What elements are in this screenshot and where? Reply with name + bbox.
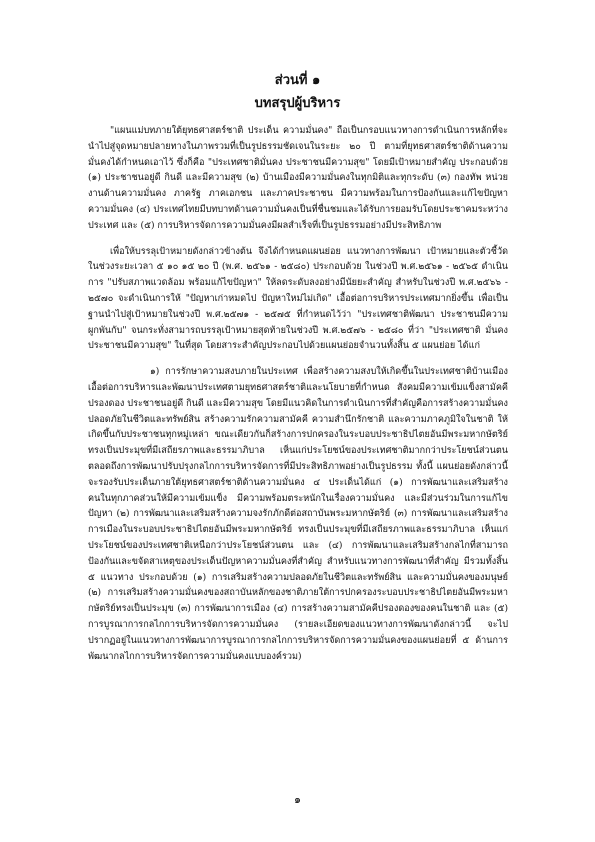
paragraph-plan-1: ๑) การรักษาความสงบภายในประเทศ เพื่อสร้างความสงบให้เกิดขึ้นในประเทศชาติบ้านเมือง เอื้อต่อการบริหารและพัฒนาประเทศตามยุทธศาสตร์ชาติและนโยบายที่กำหนด สังคมมีความเข้มแข็งสามัคคีปรองดอง ประชาชนอยู่ดี กินดี และมีความสุข โดยมีแนวคิดในการดำเนินการที่สำคัญคือการสร้างความมั่นคงปลอดภัยในชีวิตและทรัพย์สิน สร้างความรักความสามัคคี ความสำนึกรักชาติ และความภาคภูมิใจในชาติ ให้เกิดขึ้นกับประชาชนทุกหมู่เหล่า ขณะเดียวกันก็สร้างการปกครองในระบอบประชาธิปไตยอันมีพระมหากษัตริย์ทรงเป็นประมุขที่มีเสถียรภาพและธรรมาภิบาล เห็นแก่ประโยชน์ของประเทศชาติมากกว่าประโยชน์ส่วนตน ตลอดถึงการพัฒนาปรับปรุงกลไกการบริหารจัดการที่มีประสิทธิภาพอย่างเป็นรูปธรรม ทั้งนี้ แผนย่อยดังกล่าวนี้จะรองรับประเด็นภายใต้ยุทธศาสตร์ชาติด้านความมั่นคง ๔ ประเด็นได้แก่ (๑) การพัฒนาและเสริมสร้างคนในทุกภาคส่วนให้มีความเข้มแข็ง มีความพร้อมตระหนักในเรื่องความมั่นคง และมีส่วนร่วมในการแก้ไขปัญหา (๒) การพัฒนาและเสริมสร้างความจงรักภักดีต่อสถาบันพระมหากษัตริย์ (๓) การพัฒนาและเสริมสร้างการเมืองในระบอบประชาธิปไตยอันมีพระมหากษัตริย์ ทรงเป็นประมุขที่มีเสถียรภาพและธรรมาภิบาล เห็นแก่ประโยชน์ของประเทศชาติเหนือกว่าประโยชน์ส่วนตน และ (๔) การพัฒนาและเสริมสร้างกลไกที่สามารถป้องกันและขจัดสาเหตุของประเด็นปัญหาความมั่นคงที่สำคัญ สำหรับแนวทางการพัฒนาที่สำคัญ มีรวมทั้งสิ้น ๕ แนวทาง ประกอบด้วย (๑) การเสริมสร้างความปลอดภัยในชีวิตและทรัพย์สิน และความมั่นคงของมนุษย์ (๒) การเสริมสร้างความมั่นคงของสถาบันหลักของชาติภายใต้การปกครองระบอบประชาธิปไตยอันมีพระมหากษัตริย์ทรงเป็นประมุข (๓) การพัฒนาการเมือง (๔) การสร้างความสามัคคีปรองดองของคนในชาติ และ (๕) การบูรณาการกลไกการบริหารจัดการความมั่นคง (รายละเอียดของแนวทางการพัฒนาดังกล่าวนี้ จะไปปรากฏอยู่ในแนวทางการพัฒนาการบูรณาการกลไกการบริหารจัดการความมั่นคงของแผนย่อยที่ ๕ ด้านการพัฒนากลไกการบริหารจัดการความมั่นคงแบบองค์รวม) (88, 367, 508, 662)
section-heading: ส่วนที่ ๑ (274, 73, 321, 88)
paragraph-intro: "แผนแม่บทภายใต้ยุทธศาสตร์ชาติ ประเด็น ความมั่นคง" ถือเป็นกรอบแนวทางการดำเนินการหลักที่จะนำไปสู่จุดหมายปลายทางในภาพรวมที่เป็นรูปธรรมชัดเจนในระยะ ๒๐ ปี ตามที่ยุทธศาสตร์ชาติด้านความมั่นคงได้กำหนดเอาไว้ ซึ่งก็คือ "ประเทศชาติมั่นคง ประชาชนมีความสุข" โดยมีเป้าหมายสำคัญ ประกอบด้วย (๑) ประชาชนอยู่ดี กินดี และมีความสุข (๒) บ้านเมืองมีความมั่นคงในทุกมิติและทุกระดับ (๓) กองทัพ หน่วยงานด้านความมั่นคง ภาครัฐ ภาคเอกชน และภาคประชาชน มีความพร้อมในการป้องกันและแก้ไขปัญหาความมั่นคง (๔) ประเทศไทยมีบทบาทด้านความมั่นคงเป็นที่ชื่นชมและได้รับการยอมรับโดยประชาคมระหว่างประเทศ และ (๕) การบริหารจัดการความมั่นคงมีผลสำเร็จที่เป็นรูปธรรมอย่างมีประสิทธิภาพ (88, 126, 508, 231)
document-body (88, 124, 508, 665)
page-number: ๑ (294, 793, 301, 806)
page-title: บทสรุปผู้บริหาร (254, 96, 341, 111)
paragraph-goals: เพื่อให้บรรลุเป้าหมายดังกล่าวข้างต้น จึงได้กำหนดแผนย่อย แนวทางการพัฒนา เป้าหมายและตัวชี้วัด ในช่วงระยะเวลา ๕ ๑๐ ๑๕ ๒๐ ปี (พ.ศ. ๒๕๖๑ - ๒๕๘๐) ประกอบด้วย ในช่วงปี พ.ศ.๒๕๖๑ - ๒๕๖๕ ดำเนินการ "ปรับสภาพแวดล้อม พร้อมแก้ไขปัญหา" ให้ลดระดับลงอย่างมีนัยยะสำคัญ สำหรับในช่วงปี พ.ศ.๒๕๖๖ - ๒๕๗๐ จะดำเนินการให้ "ปัญหาเก่าหมดไป ปัญหาใหม่ไม่เกิด" เอื้อต่อการบริหารประเทศมากยิ่งขึ้น เพื่อเป็นฐานนำไปสู่เป้าหมายในช่วงปี พ.ศ.๒๕๗๑ - ๒๕๗๕ ที่กำหนดไว้ว่า "ประเทศชาติพัฒนา ประชาชนมีความผูกพันกับ" จนกระทั่งสามารถบรรลุเป้าหมายสุดท้ายในช่วงปี พ.ศ.๒๕๗๖ - ๒๕๘๐ ที่ว่า "ประเทศชาติ มั่นคง ประชาชนมีความสุข" ในที่สุด โดยสาระสำคัญประกอบไปด้วยแผนย่อยจำนวนทั้งสิ้น ๕ แผนย่อย ได้แก่ (88, 246, 508, 352)
